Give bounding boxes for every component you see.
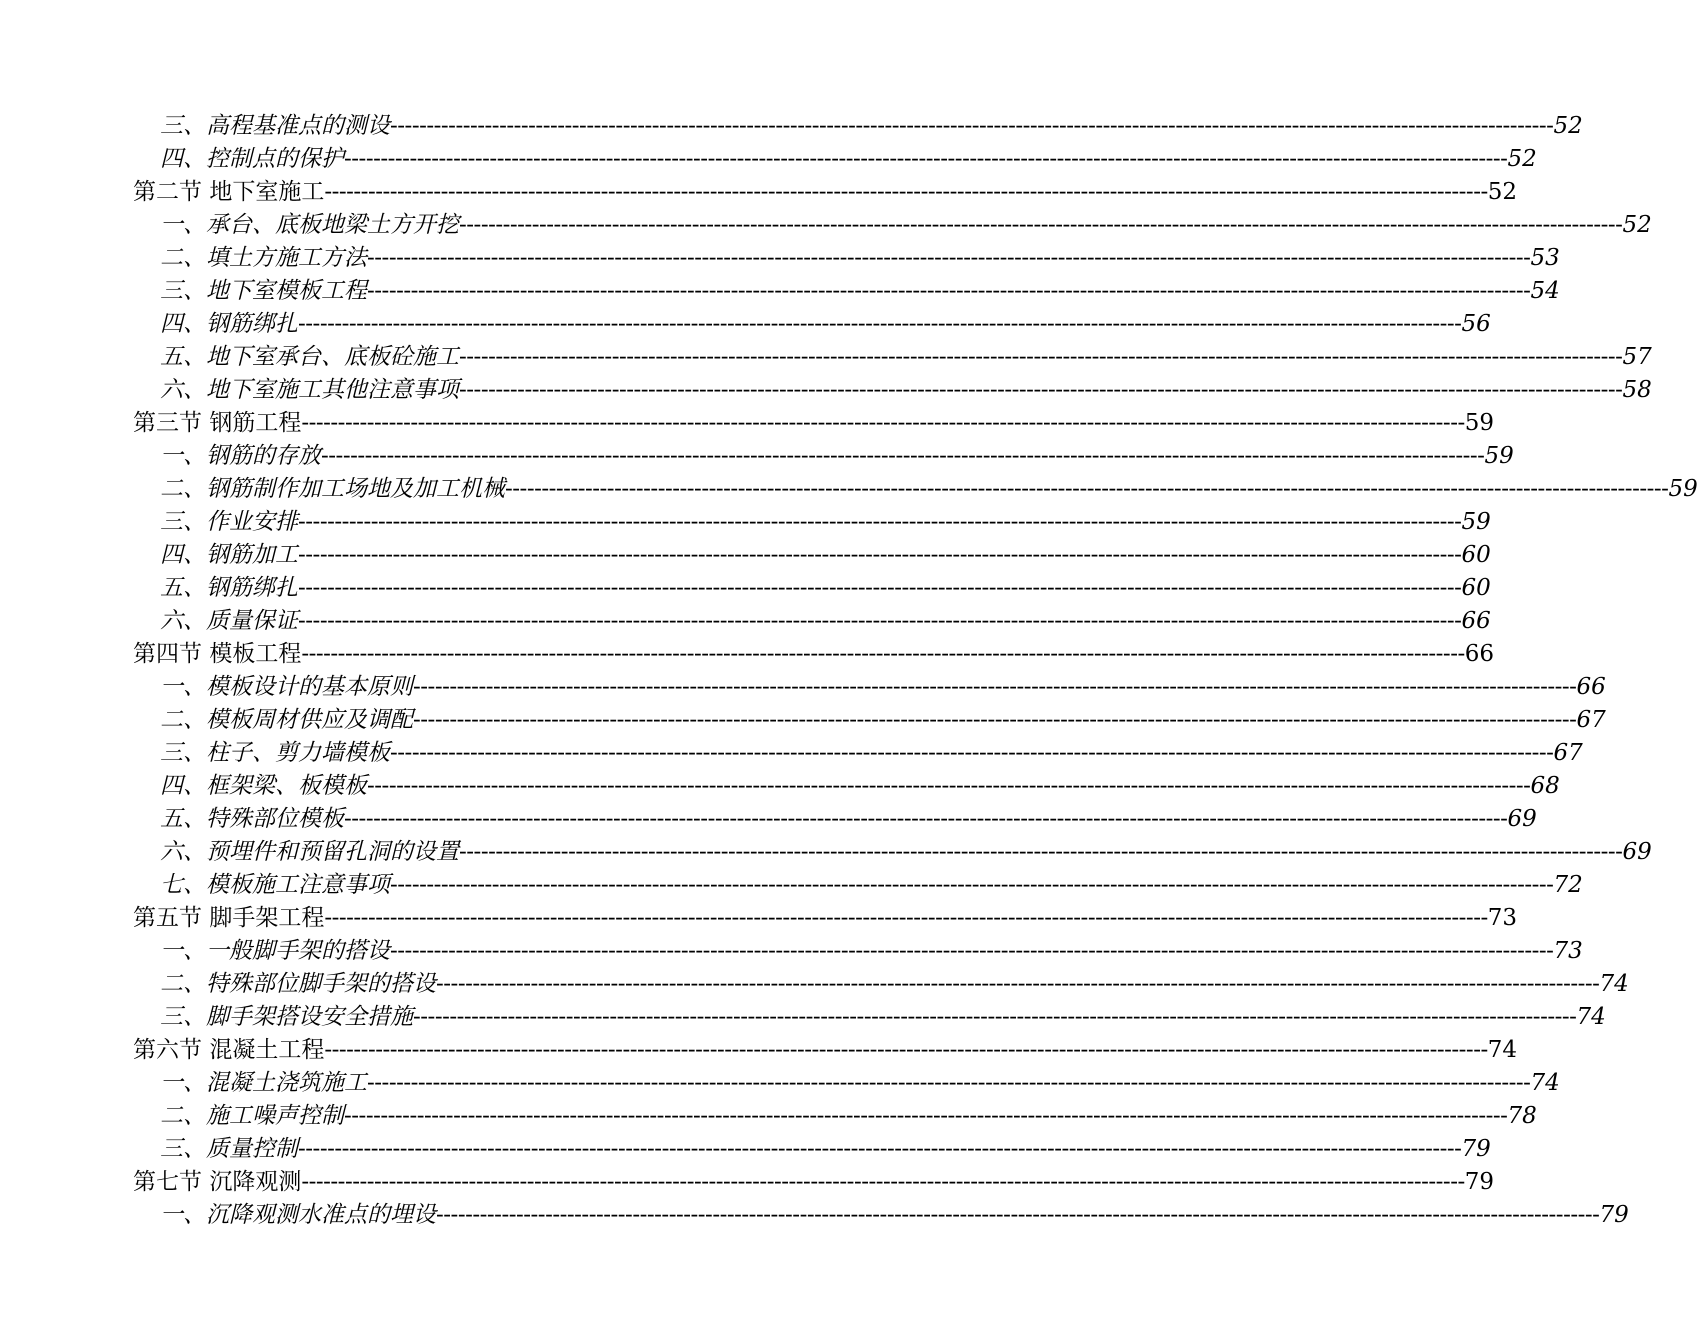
toc-entry-text: 地下室施工其他注意事项 (206, 377, 459, 403)
toc-page-number: 67 (1553, 740, 1583, 766)
toc-page-number: 59 (1484, 443, 1514, 469)
toc-leader-dashes: ---------------------------------------------------------------------------------------------------------------------------------------------------------------- (413, 707, 1577, 733)
toc-entry-number: 六、 (160, 839, 206, 865)
toc-section-entry[interactable] (133, 176, 1518, 209)
toc-entry-number: 三、 (160, 278, 206, 304)
toc-entry-number: 三、 (160, 113, 206, 139)
toc-entry-number: 三、 (160, 509, 206, 535)
toc-page-number: 74 (1599, 971, 1629, 997)
toc-entry-number: 四、 (160, 542, 206, 568)
toc-entry-title (160, 1067, 367, 1100)
toc-entry-title (160, 770, 367, 803)
toc-page-number: 59 (1461, 509, 1491, 535)
toc-page-number: 59 (1668, 476, 1698, 502)
toc-page-number: 78 (1507, 1103, 1537, 1129)
toc-entry-text: 填土方施工方法 (206, 245, 367, 271)
toc-page-number: 74 (1530, 1070, 1560, 1096)
toc-subsection-entry[interactable] (133, 1001, 1606, 1034)
toc-subsection-entry[interactable] (133, 539, 1491, 572)
toc-leader-dashes: ---------------------------------------------------------------------------------------------------------------------------------------------------------------- (324, 905, 1488, 931)
toc-entry-title (160, 869, 390, 902)
toc-entry-title (160, 935, 390, 968)
toc-page-number: 52 (1553, 113, 1583, 139)
toc-entry-title (160, 737, 390, 770)
toc-entry-text: 地下室模板工程 (206, 278, 367, 304)
toc-subsection-entry[interactable] (133, 671, 1606, 704)
toc-entry-text: 模板施工注意事项 (206, 872, 390, 898)
toc-entry-text: 模板工程 (209, 641, 302, 667)
toc-subsection-entry[interactable] (133, 374, 1652, 407)
toc-page-number: 60 (1461, 542, 1491, 568)
toc-subsection-entry[interactable] (133, 770, 1560, 803)
toc-leader-dashes: ---------------------------------------------------------------------------------------------------------------------------------------------------------------- (298, 311, 1462, 337)
toc-entry-title (160, 275, 367, 308)
toc-page-number: 69 (1622, 839, 1652, 865)
toc-entry-text: 钢筋绑扎 (206, 311, 298, 337)
toc-entry-text: 作业安排 (206, 509, 298, 535)
toc-page-number: 66 (1464, 641, 1495, 667)
toc-entry-title (160, 1001, 413, 1034)
toc-entry-number: 第二节 (133, 179, 210, 205)
toc-entry-text: 钢筋工程 (209, 410, 302, 436)
toc-leader-dashes: ---------------------------------------------------------------------------------------------------------------------------------------------------------------- (298, 575, 1462, 601)
toc-entry-title (160, 803, 344, 836)
toc-leader-dashes: ---------------------------------------------------------------------------------------------------------------------------------------------------------------- (390, 872, 1554, 898)
toc-entry-text: 模板周材供应及调配 (206, 707, 413, 733)
toc-leader-dashes: ---------------------------------------------------------------------------------------------------------------------------------------------------------------- (505, 476, 1669, 502)
toc-entry-number: 三、 (160, 1136, 206, 1162)
toc-entry-number: 四、 (160, 311, 206, 337)
toc-leader-dashes: ---------------------------------------------------------------------------------------------------------------------------------------------------------------- (324, 1037, 1488, 1063)
toc-leader-dashes: ---------------------------------------------------------------------------------------------------------------------------------------------------------------- (344, 146, 1508, 172)
toc-page-number: 67 (1576, 707, 1606, 733)
toc-entry-title (160, 110, 390, 143)
toc-page-number: 60 (1461, 575, 1491, 601)
toc-subsection-entry[interactable] (133, 473, 1698, 506)
toc-entry-number: 五、 (160, 344, 206, 370)
toc-leader-dashes: ---------------------------------------------------------------------------------------------------------------------------------------------------------------- (301, 1169, 1465, 1195)
toc-entry-title (160, 440, 321, 473)
toc-entry-number: 三、 (160, 740, 206, 766)
toc-leader-dashes: ---------------------------------------------------------------------------------------------------------------------------------------------------------------- (367, 278, 1531, 304)
toc-subsection-entry[interactable] (133, 836, 1652, 869)
toc-leader-dashes: ---------------------------------------------------------------------------------------------------------------------------------------------------------------- (390, 938, 1554, 964)
toc-entry-number: 三、 (160, 1004, 206, 1030)
toc-entry-number: 第六节 (133, 1037, 210, 1063)
toc-entry-title (160, 1133, 298, 1166)
toc-entry-text: 质量控制 (206, 1136, 298, 1162)
toc-entry-text: 特殊部位模板 (206, 806, 344, 832)
toc-leader-dashes: ---------------------------------------------------------------------------------------------------------------------------------------------------------------- (301, 410, 1465, 436)
toc-entry-title (160, 671, 413, 704)
toc-entry-number: 七、 (160, 872, 206, 898)
toc-entry-text: 框架梁、板模板 (206, 773, 367, 799)
toc-entry-text: 施工噪声控制 (206, 1103, 344, 1129)
toc-entry-title (160, 506, 298, 539)
toc-entry-number: 一、 (160, 674, 206, 700)
toc-entry-number: 一、 (160, 938, 206, 964)
toc-entry-title (160, 209, 459, 242)
toc-leader-dashes: ---------------------------------------------------------------------------------------------------------------------------------------------------------------- (459, 377, 1623, 403)
toc-entry-number: 六、 (160, 377, 206, 403)
toc-entry-number: 四、 (160, 146, 206, 172)
toc-entry-number: 二、 (160, 1103, 206, 1129)
toc-subsection-entry[interactable] (133, 209, 1652, 242)
toc-entry-text: 钢筋绑扎 (206, 575, 298, 601)
toc-subsection-entry[interactable] (133, 341, 1652, 374)
toc-leader-dashes: ---------------------------------------------------------------------------------------------------------------------------------------------------------------- (459, 344, 1623, 370)
toc-page-number: 54 (1530, 278, 1560, 304)
toc-page-number: 53 (1530, 245, 1560, 271)
toc-subsection-entry[interactable] (133, 1199, 1629, 1232)
toc-entry-title (160, 572, 298, 605)
toc-page-number: 57 (1622, 344, 1652, 370)
toc-leader-dashes: ---------------------------------------------------------------------------------------------------------------------------------------------------------------- (367, 1070, 1531, 1096)
toc-leader-dashes: ---------------------------------------------------------------------------------------------------------------------------------------------------------------- (390, 113, 1554, 139)
toc-leader-dashes: ---------------------------------------------------------------------------------------------------------------------------------------------------------------- (367, 245, 1531, 271)
toc-entry-text: 高程基准点的测设 (206, 113, 390, 139)
toc-subsection-entry[interactable] (133, 605, 1491, 638)
toc-entry-title (160, 1199, 436, 1232)
toc-subsection-entry[interactable] (133, 440, 1514, 473)
toc-page-number: 59 (1464, 410, 1495, 436)
toc-entry-text: 地下室施工 (209, 179, 325, 205)
toc-entry-title (160, 473, 505, 506)
toc-leader-dashes: ---------------------------------------------------------------------------------------------------------------------------------------------------------------- (298, 1136, 1462, 1162)
toc-leader-dashes: ---------------------------------------------------------------------------------------------------------------------------------------------------------------- (324, 179, 1488, 205)
toc-entry-title (160, 605, 298, 638)
toc-page-number: 56 (1461, 311, 1491, 337)
toc-entry-text: 钢筋制作加工场地及加工机械 (206, 476, 505, 502)
toc-entry-text: 质量保证 (206, 608, 298, 634)
toc-entry-number: 一、 (160, 212, 206, 238)
toc-leader-dashes: ---------------------------------------------------------------------------------------------------------------------------------------------------------------- (436, 971, 1600, 997)
toc-leader-dashes: ---------------------------------------------------------------------------------------------------------------------------------------------------------------- (436, 1202, 1600, 1228)
toc-entry-text: 沉降观测 (209, 1169, 302, 1195)
toc-entry-text: 钢筋的存放 (206, 443, 321, 469)
toc-page-number: 79 (1599, 1202, 1629, 1228)
toc-entry-number: 六、 (160, 608, 206, 634)
toc-entry-title (160, 341, 459, 374)
toc-entry-text: 沉降观测水准点的埋设 (206, 1202, 436, 1228)
toc-entry-title (160, 1100, 344, 1133)
toc-entry-number: 第三节 (133, 410, 210, 436)
toc-subsection-entry[interactable] (133, 737, 1583, 770)
toc-entry-title (160, 143, 344, 176)
toc-entry-title (133, 638, 301, 671)
toc-page-number: 52 (1507, 146, 1537, 172)
toc-page-number: 73 (1553, 938, 1583, 964)
toc-page-number: 58 (1622, 377, 1652, 403)
toc-entry-title (133, 407, 301, 440)
toc-entry-title (133, 902, 324, 935)
toc-leader-dashes: ---------------------------------------------------------------------------------------------------------------------------------------------------------------- (459, 839, 1623, 865)
toc-entry-title (160, 308, 298, 341)
toc-entry-text: 柱子、剪力墙模板 (206, 740, 390, 766)
toc-entry-text: 混凝土工程 (209, 1037, 325, 1063)
toc-entry-number: 一、 (160, 1202, 206, 1228)
toc-page-number: 52 (1622, 212, 1652, 238)
toc-leader-dashes: ---------------------------------------------------------------------------------------------------------------------------------------------------------------- (298, 608, 1462, 634)
toc-subsection-entry[interactable] (133, 869, 1583, 902)
toc-leader-dashes: ---------------------------------------------------------------------------------------------------------------------------------------------------------------- (390, 740, 1554, 766)
toc-page-number: 79 (1464, 1169, 1495, 1195)
toc-entry-number: 一、 (160, 1070, 206, 1096)
toc-entry-text: 钢筋加工 (206, 542, 298, 568)
toc-entry-title (133, 1166, 301, 1199)
toc-entry-number: 二、 (160, 707, 206, 733)
toc-leader-dashes: ---------------------------------------------------------------------------------------------------------------------------------------------------------------- (321, 443, 1485, 469)
toc-entry-title (160, 374, 459, 407)
toc-section-entry[interactable] (133, 1166, 1495, 1199)
toc-leader-dashes: ---------------------------------------------------------------------------------------------------------------------------------------------------------------- (413, 1004, 1577, 1030)
toc-subsection-entry[interactable] (133, 968, 1629, 1001)
toc-page-number: 74 (1487, 1037, 1518, 1063)
toc-subsection-entry[interactable] (133, 935, 1583, 968)
toc-entry-number: 第四节 (133, 641, 210, 667)
toc-subsection-entry[interactable] (133, 704, 1606, 737)
table-of-contents (133, 110, 1698, 1232)
toc-leader-dashes: ---------------------------------------------------------------------------------------------------------------------------------------------------------------- (344, 1103, 1508, 1129)
toc-section-entry[interactable] (133, 1034, 1518, 1067)
toc-entry-text: 特殊部位脚手架的搭设 (206, 971, 436, 997)
toc-subsection-entry[interactable] (133, 1067, 1560, 1100)
toc-entry-text: 承台、底板地梁土方开挖 (206, 212, 459, 238)
toc-subsection-entry[interactable] (133, 110, 1583, 143)
toc-page-number: 74 (1576, 1004, 1606, 1030)
toc-subsection-entry[interactable] (133, 143, 1537, 176)
toc-leader-dashes: ---------------------------------------------------------------------------------------------------------------------------------------------------------------- (301, 641, 1465, 667)
toc-leader-dashes: ---------------------------------------------------------------------------------------------------------------------------------------------------------------- (459, 212, 1623, 238)
toc-page-number: 79 (1461, 1136, 1491, 1162)
toc-entry-number: 五、 (160, 806, 206, 832)
toc-entry-number: 第五节 (133, 905, 210, 931)
toc-entry-number: 二、 (160, 245, 206, 271)
toc-entry-text: 控制点的保护 (206, 146, 344, 172)
toc-page-number: 52 (1487, 179, 1518, 205)
toc-subsection-entry[interactable] (133, 308, 1491, 341)
toc-entry-title (160, 968, 436, 1001)
toc-entry-title (160, 242, 367, 275)
toc-entry-text: 模板设计的基本原则 (206, 674, 413, 700)
toc-section-entry[interactable] (133, 902, 1518, 935)
toc-section-entry[interactable] (133, 638, 1495, 671)
toc-entry-number: 第七节 (133, 1169, 210, 1195)
toc-page-number: 66 (1576, 674, 1606, 700)
toc-page-number: 72 (1553, 872, 1583, 898)
toc-entry-text: 预埋件和预留孔洞的设置 (206, 839, 459, 865)
toc-subsection-entry[interactable] (133, 242, 1560, 275)
toc-entry-number: 二、 (160, 476, 206, 502)
toc-subsection-entry[interactable] (133, 275, 1560, 308)
toc-entry-text: 地下室承台、底板砼施工 (206, 344, 459, 370)
toc-entry-title (160, 704, 413, 737)
toc-entry-title (160, 539, 298, 572)
toc-subsection-entry[interactable] (133, 803, 1537, 836)
toc-entry-number: 一、 (160, 443, 206, 469)
toc-entry-title (160, 836, 459, 869)
toc-subsection-entry[interactable] (133, 1100, 1537, 1133)
toc-page-number: 66 (1461, 608, 1491, 634)
toc-leader-dashes: ---------------------------------------------------------------------------------------------------------------------------------------------------------------- (413, 674, 1577, 700)
toc-entry-text: 脚手架搭设安全措施 (206, 1004, 413, 1030)
toc-entry-number: 四、 (160, 773, 206, 799)
toc-entry-title (133, 1034, 324, 1067)
toc-entry-number: 二、 (160, 971, 206, 997)
toc-entry-title (133, 176, 324, 209)
toc-entry-text: 脚手架工程 (209, 905, 325, 931)
toc-leader-dashes: ---------------------------------------------------------------------------------------------------------------------------------------------------------------- (298, 542, 1462, 568)
toc-leader-dashes: ---------------------------------------------------------------------------------------------------------------------------------------------------------------- (298, 509, 1462, 535)
toc-subsection-entry[interactable] (133, 1133, 1491, 1166)
toc-leader-dashes: ---------------------------------------------------------------------------------------------------------------------------------------------------------------- (367, 773, 1531, 799)
toc-subsection-entry[interactable] (133, 572, 1491, 605)
toc-page-number: 69 (1507, 806, 1537, 832)
toc-entry-text: 一般脚手架的搭设 (206, 938, 390, 964)
toc-entry-text: 混凝土浇筑施工 (206, 1070, 367, 1096)
toc-section-entry[interactable] (133, 407, 1495, 440)
toc-page-number: 73 (1487, 905, 1518, 931)
toc-page-number: 68 (1530, 773, 1560, 799)
toc-leader-dashes: ---------------------------------------------------------------------------------------------------------------------------------------------------------------- (344, 806, 1508, 832)
toc-subsection-entry[interactable] (133, 506, 1491, 539)
toc-entry-number: 五、 (160, 575, 206, 601)
